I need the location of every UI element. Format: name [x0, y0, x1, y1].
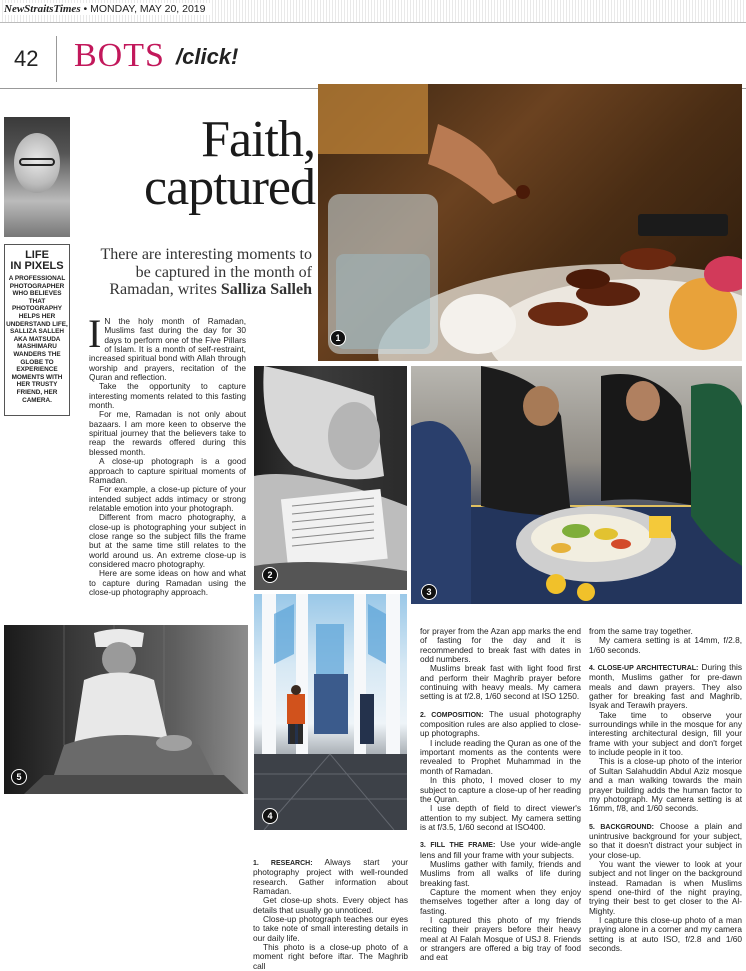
col3-paragraph-1: from the same tray together. — [589, 626, 693, 636]
body-column-2 — [420, 627, 581, 963]
drop-cap: I — [88, 311, 102, 356]
photo-mosque-interior-illustration — [254, 594, 407, 830]
photo-number-3: 3 — [421, 584, 437, 600]
body-column-1 — [253, 858, 408, 971]
intro-paragraph-3: For me, Ramadan is not only about bazaars. I am more keen to observe the spiritual journey that the believers take to reap the rewards offered during this blessed month. — [89, 409, 246, 457]
photo-number-2: 2 — [262, 567, 278, 583]
col2-paragraph-6: I use depth of field to direct viewer's attention to my subject. My camera setting is at f/3.5, 1/60 second at ISO400. — [420, 803, 581, 832]
column-title — [4, 250, 70, 272]
photo-man-praying — [4, 625, 248, 794]
tip-2 — [420, 710, 581, 739]
col1-paragraph-2: Get close-up shots. Every object has details that usually go unnoticed. — [253, 895, 408, 915]
tip-4-text: During this month, Muslims gather for pre-dawn meals and dawn prayers. They also gather for breaking fast and Maghrib, Isyak and Terawih prayers. — [589, 662, 742, 711]
headline-line2: captured — [143, 159, 315, 216]
photo-mosque-interior — [254, 594, 407, 830]
photo-iftar-dates-illustration — [318, 84, 742, 361]
photo-quran-reading-illustration — [254, 366, 407, 590]
col2-paragraph-2: Muslims break fast with light food first and perform their Maghrib prayer before continuing with heavy meals. My camera setting is at f/2.8, 1/60 second at ISO 1250. — [420, 663, 581, 702]
column-title-line1: LIFE — [25, 249, 49, 261]
standfirst-text: There are interesting moments to be captured in the month of Ramadan, writes — [100, 246, 312, 298]
tip-2-heading: 2. COMPOSITION: — [420, 711, 484, 719]
standfirst — [88, 246, 312, 299]
issue-date: • MONDAY, MAY 20, 2019 — [83, 3, 206, 15]
author-bio: A PROFESSIONAL PHOTOGRAPHER WHO BELIEVES THAT PHOTOGRAPHY HELPS HER UNDERSTAND LIFE, SALLIZA SALLEH AKA MATSUDA MASHIMARU WANDERS THE GLOBE TO EXPERIENCE MOMENTS WITH HER TRUSTY FRIEND, HER CAMERA. — [6, 275, 68, 404]
photo-group-iftar-prayer — [411, 366, 742, 604]
intro-paragraph-6: Different from macro photography, a close-up is photographing your subject in close range so the subject fills the frame but at the same time still relates to the world around us. An extreme close-up is considered macro photography. — [89, 512, 246, 569]
intro-paragraph-7: Here are some ideas on how and what to capture during Ramadan using the close-up photography approach. — [89, 568, 246, 597]
photo-number-5: 5 — [11, 769, 27, 785]
col3-paragraph-2: My camera setting is at 14mm, f/2.8, 1/60 seconds. — [589, 635, 742, 655]
col2-paragraph-8: Muslims gather with family, friends and Muslims from all walks of life during breaking fast. — [420, 858, 581, 888]
tip-3-text: Use your wide-angle lens and fill your frame with your subjects. — [420, 839, 581, 860]
col2-paragraph-10: I captured this photo of my friends reciting their prayers before their heavy meal at Al Falah Mosque of USJ 8. Friends or strangers are offered a big tray of food and eat — [420, 914, 581, 963]
headline-line1: Faith, — [201, 111, 315, 168]
col3-paragraph-5: This is a close-up photo of the interior of Sultan Salahuddin Abdul Aziz mosque and a man walking towards the main prayer building adds the human factor to my photograph. My camera setting is at 16mm, f/8, and 1/60 seconds. — [589, 756, 742, 814]
photo-group-iftar-prayer-illustration — [411, 366, 742, 604]
masthead — [4, 3, 210, 15]
tip-1 — [253, 858, 408, 896]
photo-number-1: 1 — [330, 330, 346, 346]
col3-paragraph-8: I capture this close-up photo of a man praying alone in a corner and my camera setting is at auto ISO, f/2.8 and 1/60 seconds. — [589, 914, 742, 953]
col2-paragraph-9: Capture the moment when they enjoy themselves together after a long day of fasting. — [420, 886, 581, 916]
tip-2-text: The usual photography composition rules are also applied to close-up photographs. — [420, 708, 581, 739]
col3-paragraph-7: You want the viewer to look at your subject and not linger on the background instead. Ramadan is when Muslims spend one-third of the night praying, trying their best to get closer to the Al-Mighty. — [589, 858, 742, 916]
tip-3-heading: 3. FILL THE FRAME: — [420, 842, 496, 850]
author-glasses — [19, 158, 55, 166]
intro-paragraph-1 — [88, 311, 246, 383]
tip-5-heading: 5. BACKGROUND: — [589, 823, 654, 831]
body-column-3 — [589, 627, 742, 953]
column-title-line2: IN PIXELS — [10, 260, 64, 272]
page-number: 42 — [14, 46, 39, 71]
col2-paragraph-1: for prayer from the Azan app marks the end of fasting for the day and it is recommended to break fast with dates in odd numbers. — [420, 626, 581, 665]
col2-paragraph-5: In this photo, I moved closer to my subject to capture a close-up of her reading the Quran. — [420, 775, 581, 804]
tip-4 — [589, 663, 742, 711]
intro-paragraph-5: For example, a close-up picture of your intended subject adds intimacy or strong relatable emotion into your photograph. — [89, 484, 246, 513]
col3-paragraph-4: Take time to observe your surroundings while in the mosque for any interesting architectural design, fill your frame with your subject and don't forget to include people in it too. — [589, 709, 742, 758]
tip-4-heading: 4. CLOSE-UP ARCHITECTURAL: — [589, 665, 699, 673]
photo-man-praying-illustration — [4, 625, 248, 794]
tip-1-heading: 1. RESEARCH: — [253, 860, 313, 867]
intro-text-1: N the holy month of Ramadan, Muslims fast during the day for 30 days to perform one of the Five Pillars of Islam. It is a month of self-restraint, increased spiritual bond with Allah through worship and prayers, recitation of the Quran and reflection. — [89, 316, 246, 383]
headline — [100, 111, 315, 216]
tip-5-text: Choose a plain and unintrusive background for your subject, so that it doesn't distract your subject in your close-up. — [589, 820, 742, 860]
tip-5 — [589, 822, 742, 860]
col1-paragraph-3: Close-up photograph teaches our eyes to take note of small interesting details in our daily life. — [253, 914, 408, 943]
byline: Salliza Salleh — [220, 281, 312, 298]
intro-paragraph-4: A close-up photograph is a good approach to capture spiritual moments of Ramadan. — [89, 456, 246, 485]
tip-3 — [420, 840, 581, 860]
newspaper-name: NewStraitsTimes — [4, 3, 81, 15]
subsection-title: /click! — [176, 44, 239, 69]
photo-quran-reading — [254, 366, 407, 590]
intro-paragraph-2: Take the opportunity to capture interesting moments related to this fasting month. — [89, 381, 246, 411]
photo-number-4: 4 — [262, 808, 278, 824]
col2-paragraph-4: I include reading the Quran as one of the important moments as the contents were revealed to Prophet Muhammad in the month of Ramadan. — [420, 737, 581, 776]
section-title: BOTS — [74, 37, 165, 74]
photo-iftar-dates — [318, 84, 742, 361]
intro-column — [88, 311, 246, 597]
tip-1-text: Always start your photography project with well-rounded research. Gather information about Ramadan. — [253, 857, 408, 897]
header-divider — [56, 36, 57, 82]
col1-paragraph-4: This photo is a close-up photo of a moment right before iftar. The Maghrib call — [253, 942, 408, 971]
